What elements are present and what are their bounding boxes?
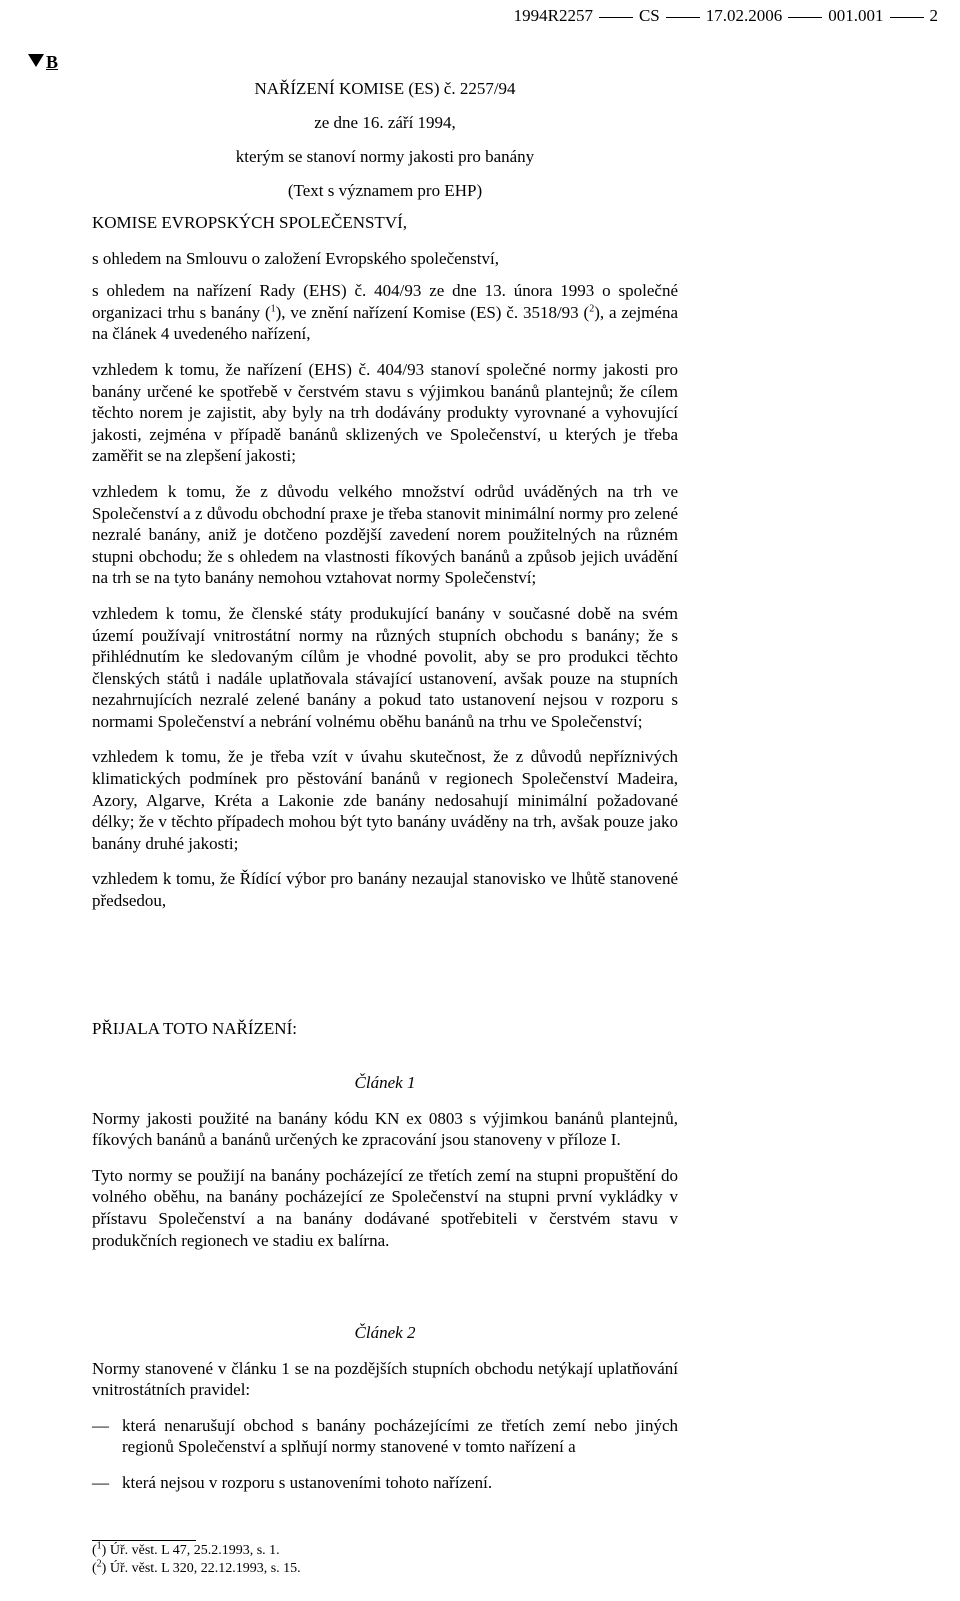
having-regard-regulation: s ohledem na nařízení Rady (EHS) č. 404/93 ze dne 13. února 1993 o společné organizaci trhu s banány ($^1$), ve znění nařízení Komise (ES) č. 3518/93 ($^2$), a zejména na článek 4 uvedeného nařízení, <box>92 281 678 344</box>
article-paragraph: Normy stanovené v článku 1 se na pozdějších stupních obchodu netýkají uplatňování vnitrostátních pravidel: <box>92 1358 678 1400</box>
title-line-3: kterým se stanoví normy jakosti pro banány <box>235 147 535 166</box>
issuing-authority: KOMISE EVROPSKÝCH SPOLEČENSTVÍ, <box>92 213 408 232</box>
dash-mark: — <box>92 1415 109 1435</box>
footnote-ref-1[interactable]: 1 <box>270 303 276 315</box>
footnote-2: ($^2$) Úř. věst. L 320, 22.12.1993, s. 15. <box>92 1558 301 1576</box>
amendment-marker-label: B <box>46 52 59 72</box>
header-separator <box>890 17 924 18</box>
doc-version: 001.001 <box>828 6 884 25</box>
header-separator <box>599 17 633 18</box>
doc-id: 1994R2257 <box>513 6 593 25</box>
title-line-2: ze dne 16. září 1994, <box>314 113 456 132</box>
preamble <box>92 212 678 926</box>
header-separator <box>788 17 822 18</box>
footnotes <box>92 1542 301 1578</box>
title-line-4: (Text s významem pro EHP) <box>287 181 483 200</box>
recital: vzhledem k tomu, že Řídící výbor pro banány nezaujal stanovisko ve lhůtě stanovené předsedou, <box>92 869 678 911</box>
indent-item: — která nejsou v rozporu s ustanoveními tohoto nařízení. <box>92 1472 493 1492</box>
title-line-1: NAŘÍZENÍ KOMISE (ES) č. 2257/94 <box>254 79 516 98</box>
amendment-marker[interactable] <box>28 52 58 73</box>
recital: vzhledem k tomu, že nařízení (EHS) č. 404/93 stanoví společné normy jakosti pro banány určené ke spotřebě v čerstvém stavu s výjimkou banánů plantejnů; že cílem těchto norem je zajistit, aby byly na trh dodávány produkty vyrovnané a vyhovující jakosti, zejména v případě banánů sklizených ve Společenství, u kterých je třeba zaměřit se na zlepšení jakosti; <box>92 359 678 466</box>
recital: vzhledem k tomu, že je třeba vzít v úvahu skutečnost, že z důvodů nepříznivých klimatických podmínek pro pěstování banánů v regionech Společenství Madeira, Azory, Algarve, Kréta a Lakonie zde banány nedosahují minimální požadované délky; že v těchto případech mohou být tyto banány uváděny na trh, avšak pouze jako banány druhé jakosti; <box>92 747 678 853</box>
footnote-ref-2[interactable]: 2 <box>589 303 595 315</box>
enacting-formula: PŘIJALA TOTO NAŘÍZENÍ: <box>92 1019 297 1038</box>
triangle-down-icon <box>28 54 44 67</box>
article-heading: Článek 2 <box>354 1323 416 1342</box>
article-paragraph: Tyto normy se použijí na banány pocházející ze třetích zemí na stupni propuštění do volného oběhu, na banány pocházející ze Společenství na stupni první vykládky v přístavu Společenství a na banány dodávané spotřebiteli v čerstvém stavu v produkčních regionech ve stadiu ex balírna. <box>92 1165 678 1250</box>
footnote-divider <box>92 1540 196 1541</box>
header-separator <box>666 17 700 18</box>
dash-mark: — <box>92 1472 109 1492</box>
article-2 <box>92 1322 678 1508</box>
recital: vzhledem k tomu, že z důvodu velkého množství odrůd uváděných na trh ve Společenství a z důvodu obchodní praxe je třeba stanovit minimální normy pro zelené nezralé banány, aniž je dotčeno pozdější zavedení norem použitelných na různém stupni obchodu; že s ohledem na vlastnosti fíkových banánů a způsob jejich uvádění na trh se na tyto banány nemohou vztahovat normy Společenství; <box>92 481 678 588</box>
doc-language: CS <box>638 6 660 25</box>
recital: vzhledem k tomu, že členské státy produkující banány v současné době na svém území používají vnitrostátní normy na různých stupních obchodu s banány; že s přihlédnutím ke sledovaným cílům je vhodné povolit, aby se pro produkci těchto členských států i nadále uplatňovala stávající ustanovení, avšak pouze na stupních nezahrnujících nezralé zelené banány a pokud tato ustanovení nejsou v rozporu s normami Společenství a nebrání volnému oběhu banánů na trhu ve Společenství; <box>92 603 678 731</box>
article-heading: Článek 1 <box>354 1073 416 1092</box>
having-regard-treaty: s ohledem na Smlouvu o založení Evropského společenství, <box>92 248 499 268</box>
doc-date: 17.02.2006 <box>705 6 783 25</box>
indent-item: — která nenarušují obchod s banány pocházejícími ze třetích zemí nebo jiných regionů Společenství a splňují normy stanovené v tomto nařízení a <box>92 1415 678 1457</box>
page-header <box>514 6 938 26</box>
article-1 <box>92 1072 678 1265</box>
regulation-title <box>92 78 678 202</box>
footnote-1: ($^1$) Úř. věst. L 47, 25.2.1993, s. 1. <box>92 1540 280 1558</box>
page-number: 2 <box>929 6 938 25</box>
article-paragraph: Normy jakosti použité na banány kódu KN ex 0803 s výjimkou banánů plantejnů, fíkových banánů a banánů určených ke zpracování jsou stanoveny v příloze I. <box>92 1108 678 1150</box>
